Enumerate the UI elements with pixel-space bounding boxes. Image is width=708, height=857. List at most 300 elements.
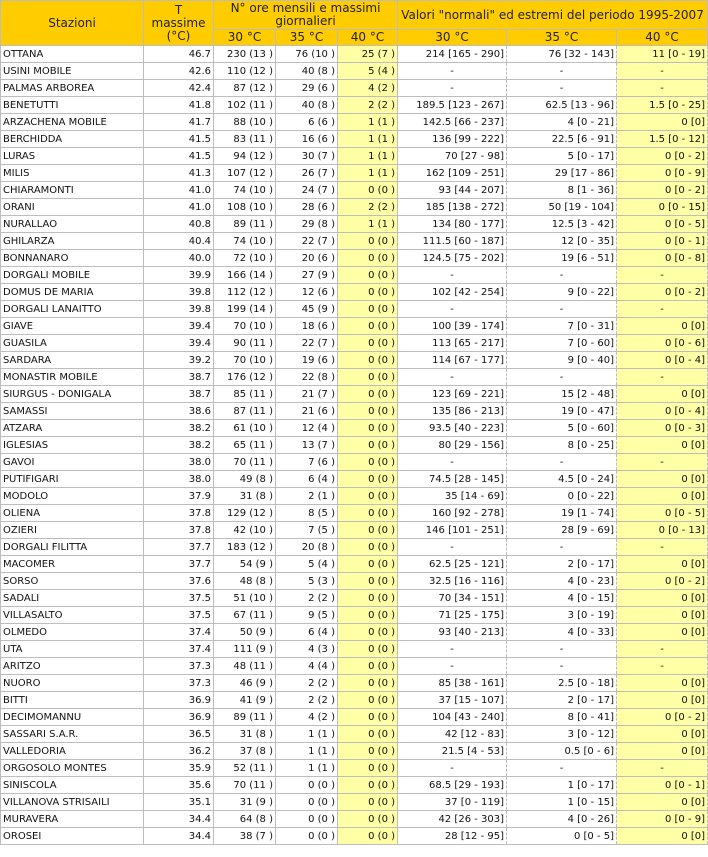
normale-35: 7 [0 - 60] (507, 335, 617, 352)
ore-40: 0 (0 ) (338, 777, 398, 794)
t-massime: 35.6 (144, 777, 214, 794)
ore-35: 20 (8 ) (276, 539, 338, 556)
normale-40: 0 [0 - 2] (617, 182, 708, 199)
ore-40: 0 (0 ) (338, 267, 398, 284)
ore-35: 5 (3 ) (276, 573, 338, 590)
ore-35: 12 (4 ) (276, 420, 338, 437)
table-row (1, 522, 708, 539)
table-row (1, 233, 708, 250)
normale-30: - (398, 63, 507, 80)
table-row (1, 471, 708, 488)
normale-30: 62.5 [25 - 121] (398, 556, 507, 573)
normale-35: 12.5 [3 - 42] (507, 216, 617, 233)
header-ore-30: 30 °C (214, 30, 276, 46)
normale-30: 189.5 [123 - 267] (398, 97, 507, 114)
station-name: MILIS (1, 165, 144, 182)
ore-40: 0 (0 ) (338, 403, 398, 420)
normale-40: 0 [0] (617, 556, 708, 573)
ore-40: 0 (0 ) (338, 726, 398, 743)
station-name: LURAS (1, 148, 144, 165)
normale-40: 0 [0 - 9] (617, 811, 708, 828)
normale-35: - (507, 80, 617, 97)
normale-35: 22.5 [6 - 91] (507, 131, 617, 148)
ore-30: 108 (10 ) (214, 199, 276, 216)
ore-30: 65 (11 ) (214, 437, 276, 454)
station-name: BONNANARO (1, 250, 144, 267)
ore-35: 76 (10 ) (276, 46, 338, 63)
ore-35: 4 (2 ) (276, 709, 338, 726)
table-row (1, 131, 708, 148)
ore-35: 40 (8 ) (276, 97, 338, 114)
t-massime: 38.2 (144, 437, 214, 454)
table-row (1, 675, 708, 692)
normale-35: - (507, 63, 617, 80)
station-name: MODOLO (1, 488, 144, 505)
ore-35: 28 (6 ) (276, 199, 338, 216)
ore-30: 49 (8 ) (214, 471, 276, 488)
t-massime: 38.0 (144, 471, 214, 488)
ore-30: 88 (10 ) (214, 114, 276, 131)
t-massime: 42.4 (144, 80, 214, 97)
normale-40: 0 [0] (617, 624, 708, 641)
table-row (1, 46, 708, 63)
ore-30: 176 (12 ) (214, 369, 276, 386)
table-row (1, 114, 708, 131)
normale-35: 4 [0 - 26] (507, 811, 617, 828)
ore-30: 41 (9 ) (214, 692, 276, 709)
normale-30: - (398, 658, 507, 675)
ore-30: 70 (11 ) (214, 454, 276, 471)
t-massime: 38.0 (144, 454, 214, 471)
ore-40: 0 (0 ) (338, 556, 398, 573)
normale-35: 2 [0 - 17] (507, 692, 617, 709)
station-name: ORGOSOLO MONTES (1, 760, 144, 777)
normale-40: 0 [0] (617, 114, 708, 131)
ore-40: 0 (0 ) (338, 522, 398, 539)
station-name: SARDARA (1, 352, 144, 369)
normale-40: 0 [0 - 5] (617, 216, 708, 233)
normale-35: - (507, 658, 617, 675)
t-massime: 41.8 (144, 97, 214, 114)
normale-35: 29 [17 - 86] (507, 165, 617, 182)
t-massime: 37.4 (144, 641, 214, 658)
normale-35: 19 [6 - 51] (507, 250, 617, 267)
normale-35: - (507, 641, 617, 658)
station-name: OLIENA (1, 505, 144, 522)
ore-40: 0 (0 ) (338, 369, 398, 386)
ore-40: 0 (0 ) (338, 607, 398, 624)
ore-40: 0 (0 ) (338, 488, 398, 505)
normale-30: 93 [44 - 207] (398, 182, 507, 199)
station-name: GHILARZA (1, 233, 144, 250)
station-name: MURAVERA (1, 811, 144, 828)
ore-30: 111 (9 ) (214, 641, 276, 658)
normale-40: - (617, 760, 708, 777)
t-massime: 37.5 (144, 607, 214, 624)
t-massime: 39.9 (144, 267, 214, 284)
normale-40: - (617, 641, 708, 658)
ore-35: 1 (1 ) (276, 743, 338, 760)
t-massime: 41.7 (144, 114, 214, 131)
ore-35: 22 (7 ) (276, 233, 338, 250)
normale-30: 160 [92 - 278] (398, 505, 507, 522)
normale-40: 0 [0 - 2] (617, 284, 708, 301)
table-row (1, 607, 708, 624)
ore-30: 183 (12 ) (214, 539, 276, 556)
header-normali-40: 40 °C (617, 30, 708, 46)
header-t-massime: T massime (°C) (144, 1, 214, 46)
ore-40: 0 (0 ) (338, 301, 398, 318)
ore-30: 74 (10 ) (214, 233, 276, 250)
ore-40: 0 (0 ) (338, 573, 398, 590)
normale-30: - (398, 301, 507, 318)
ore-40: 1 (1 ) (338, 216, 398, 233)
t-massime: 34.4 (144, 811, 214, 828)
table-row (1, 709, 708, 726)
normale-40: - (617, 369, 708, 386)
normale-30: 93.5 [40 - 223] (398, 420, 507, 437)
normale-35: 3 [0 - 19] (507, 607, 617, 624)
table-row (1, 63, 708, 80)
normale-35: - (507, 369, 617, 386)
table-row (1, 811, 708, 828)
normale-35: - (507, 539, 617, 556)
ore-30: 70 (11 ) (214, 777, 276, 794)
ore-30: 51 (10 ) (214, 590, 276, 607)
station-name: ARITZO (1, 658, 144, 675)
normale-40: 0 [0] (617, 607, 708, 624)
ore-35: 4 (4 ) (276, 658, 338, 675)
ore-30: 94 (12 ) (214, 148, 276, 165)
t-massime: 41.5 (144, 131, 214, 148)
header-normali-30: 30 °C (398, 30, 507, 46)
ore-30: 87 (11 ) (214, 403, 276, 420)
station-name: NUORO (1, 675, 144, 692)
normale-40: 0 [0 - 3] (617, 420, 708, 437)
ore-35: 0 (0 ) (276, 777, 338, 794)
ore-40: 0 (0 ) (338, 828, 398, 845)
ore-35: 6 (4 ) (276, 471, 338, 488)
table-row (1, 743, 708, 760)
ore-30: 64 (8 ) (214, 811, 276, 828)
station-name: DORGALI FILITTA (1, 539, 144, 556)
station-name: OROSEI (1, 828, 144, 845)
normale-35: 0 [0 - 22] (507, 488, 617, 505)
normale-30: 80 [29 - 156] (398, 437, 507, 454)
station-name: VALLEDORIA (1, 743, 144, 760)
normale-30: 28 [12 - 95] (398, 828, 507, 845)
t-massime: 37.5 (144, 590, 214, 607)
normale-40: 0 [0 - 4] (617, 403, 708, 420)
normale-30: 37 [15 - 107] (398, 692, 507, 709)
station-name: NURALLAO (1, 216, 144, 233)
ore-40: 0 (0 ) (338, 233, 398, 250)
ore-30: 48 (8 ) (214, 573, 276, 590)
station-name: GUASILA (1, 335, 144, 352)
ore-40: 0 (0 ) (338, 335, 398, 352)
ore-30: 61 (10 ) (214, 420, 276, 437)
normale-35: 4 [0 - 23] (507, 573, 617, 590)
table-row (1, 556, 708, 573)
normale-40: 0 [0 - 1] (617, 777, 708, 794)
ore-35: 45 (9 ) (276, 301, 338, 318)
normale-35: 15 [2 - 48] (507, 386, 617, 403)
ore-35: 12 (6 ) (276, 284, 338, 301)
normale-40: 0 [0 - 1] (617, 233, 708, 250)
ore-35: 1 (1 ) (276, 726, 338, 743)
normale-30: - (398, 760, 507, 777)
ore-35: 7 (5 ) (276, 522, 338, 539)
table-row (1, 284, 708, 301)
normale-40: - (617, 80, 708, 97)
normale-35: 7 [0 - 31] (507, 318, 617, 335)
ore-40: 0 (0 ) (338, 437, 398, 454)
ore-30: 85 (11 ) (214, 386, 276, 403)
ore-30: 166 (14 ) (214, 267, 276, 284)
t-massime: 38.2 (144, 420, 214, 437)
table-row (1, 80, 708, 97)
normale-40: 0 [0] (617, 726, 708, 743)
station-name: ATZARA (1, 420, 144, 437)
ore-35: 29 (6 ) (276, 80, 338, 97)
normale-30: 37 [0 - 119] (398, 794, 507, 811)
ore-40: 0 (0 ) (338, 590, 398, 607)
normale-30: 42 [12 - 83] (398, 726, 507, 743)
table-header (1, 1, 708, 46)
ore-35: 24 (7 ) (276, 182, 338, 199)
table-row (1, 692, 708, 709)
t-massime: 40.8 (144, 216, 214, 233)
normale-35: - (507, 301, 617, 318)
normale-30: 70 [34 - 151] (398, 590, 507, 607)
normale-30: 111.5 [60 - 187] (398, 233, 507, 250)
station-name: OLMEDO (1, 624, 144, 641)
header-ore-40: 40 °C (338, 30, 398, 46)
ore-35: 18 (6 ) (276, 318, 338, 335)
ore-35: 2 (2 ) (276, 692, 338, 709)
normale-30: 93 [40 - 213] (398, 624, 507, 641)
table-row (1, 352, 708, 369)
t-massime: 36.2 (144, 743, 214, 760)
normale-35: 28 [9 - 69] (507, 522, 617, 539)
table-row (1, 369, 708, 386)
ore-40: 0 (0 ) (338, 624, 398, 641)
table-row (1, 335, 708, 352)
t-massime: 39.2 (144, 352, 214, 369)
station-name: OZIERI (1, 522, 144, 539)
normale-35: 0 [0 - 5] (507, 828, 617, 845)
normale-40: 0 [0] (617, 318, 708, 335)
t-massime: 39.4 (144, 335, 214, 352)
t-massime: 36.5 (144, 726, 214, 743)
normale-40: 0 [0 - 2] (617, 573, 708, 590)
t-massime: 39.4 (144, 318, 214, 335)
normale-35: 5 [0 - 17] (507, 148, 617, 165)
ore-35: 2 (2 ) (276, 675, 338, 692)
normale-40: 1.5 [0 - 12] (617, 131, 708, 148)
normale-40: 0 [0 - 5] (617, 505, 708, 522)
normale-30: 100 [39 - 174] (398, 318, 507, 335)
ore-40: 0 (0 ) (338, 709, 398, 726)
normale-30: 134 [80 - 177] (398, 216, 507, 233)
ore-30: 199 (14 ) (214, 301, 276, 318)
ore-30: 54 (9 ) (214, 556, 276, 573)
station-name: MACOMER (1, 556, 144, 573)
normale-30: 42 [26 - 303] (398, 811, 507, 828)
ore-30: 107 (12 ) (214, 165, 276, 182)
ore-40: 0 (0 ) (338, 658, 398, 675)
t-massime: 38.6 (144, 403, 214, 420)
normale-30: 185 [138 - 272] (398, 199, 507, 216)
t-massime: 38.7 (144, 369, 214, 386)
ore-35: 2 (2 ) (276, 590, 338, 607)
ore-35: 6 (6 ) (276, 114, 338, 131)
ore-40: 0 (0 ) (338, 743, 398, 760)
ore-35: 20 (6 ) (276, 250, 338, 267)
station-name: CHIARAMONTI (1, 182, 144, 199)
ore-35: 5 (4 ) (276, 556, 338, 573)
normale-40: 0 [0 - 13] (617, 522, 708, 539)
table-row (1, 250, 708, 267)
ore-40: 0 (0 ) (338, 471, 398, 488)
t-massime: 37.7 (144, 539, 214, 556)
station-name: BENETUTTI (1, 97, 144, 114)
ore-40: 2 (2 ) (338, 199, 398, 216)
normale-35: 19 [0 - 47] (507, 403, 617, 420)
t-massime: 46.7 (144, 46, 214, 63)
ore-35: 7 (6 ) (276, 454, 338, 471)
ore-35: 6 (4 ) (276, 624, 338, 641)
t-massime: 37.6 (144, 573, 214, 590)
normale-35: 4.5 [0 - 24] (507, 471, 617, 488)
ore-35: 21 (7 ) (276, 386, 338, 403)
ore-35: 22 (8 ) (276, 369, 338, 386)
t-massime: 37.9 (144, 488, 214, 505)
ore-30: 129 (12 ) (214, 505, 276, 522)
station-name: IGLESIAS (1, 437, 144, 454)
t-massime: 37.3 (144, 658, 214, 675)
normale-40: 0 [0 - 2] (617, 148, 708, 165)
ore-35: 0 (0 ) (276, 828, 338, 845)
table-row (1, 216, 708, 233)
normale-30: 102 [42 - 254] (398, 284, 507, 301)
ore-30: 110 (12 ) (214, 63, 276, 80)
ore-30: 70 (10 ) (214, 352, 276, 369)
ore-35: 29 (8 ) (276, 216, 338, 233)
normale-30: 113 [65 - 217] (398, 335, 507, 352)
table-row (1, 726, 708, 743)
normale-40: 0 [0] (617, 471, 708, 488)
normale-40: 0 [0] (617, 386, 708, 403)
t-massime: 37.7 (144, 556, 214, 573)
t-massime: 37.8 (144, 522, 214, 539)
header-normali-group: Valori "normali" ed estremi del periodo 1995-2007 (398, 1, 708, 30)
ore-30: 31 (8 ) (214, 488, 276, 505)
table-row (1, 454, 708, 471)
ore-30: 83 (11 ) (214, 131, 276, 148)
normale-35: 4 [0 - 21] (507, 114, 617, 131)
station-name: SAMASSI (1, 403, 144, 420)
ore-40: 25 (7 ) (338, 46, 398, 63)
ore-35: 8 (5 ) (276, 505, 338, 522)
t-massime: 36.9 (144, 709, 214, 726)
normale-30: 35 [14 - 69] (398, 488, 507, 505)
t-massime: 41.0 (144, 182, 214, 199)
normale-40: - (617, 301, 708, 318)
normale-35: - (507, 454, 617, 471)
ore-40: 0 (0 ) (338, 420, 398, 437)
normale-30: - (398, 539, 507, 556)
ore-30: 89 (11 ) (214, 709, 276, 726)
ore-40: 0 (0 ) (338, 454, 398, 471)
t-massime: 34.4 (144, 828, 214, 845)
normale-30: 162 [109 - 251] (398, 165, 507, 182)
t-massime: 37.4 (144, 624, 214, 641)
table-row (1, 182, 708, 199)
normale-30: 68.5 [29 - 193] (398, 777, 507, 794)
ore-40: 0 (0 ) (338, 250, 398, 267)
normale-30: - (398, 454, 507, 471)
ore-40: 0 (0 ) (338, 284, 398, 301)
normale-40: 11 [0 - 19] (617, 46, 708, 63)
station-name: SORSO (1, 573, 144, 590)
normale-30: 104 [43 - 240] (398, 709, 507, 726)
normale-35: 1 [0 - 17] (507, 777, 617, 794)
ore-40: 0 (0 ) (338, 505, 398, 522)
normale-40: 0 [0] (617, 743, 708, 760)
ore-40: 0 (0 ) (338, 352, 398, 369)
normale-40: 0 [0] (617, 437, 708, 454)
station-name: ORANI (1, 199, 144, 216)
ore-35: 27 (9 ) (276, 267, 338, 284)
normale-40: 0 [0 - 2] (617, 709, 708, 726)
normale-30: - (398, 369, 507, 386)
header-stazioni: Stazioni (1, 1, 144, 46)
normale-40: 0 [0] (617, 675, 708, 692)
normale-35: 4 [0 - 33] (507, 624, 617, 641)
ore-40: 0 (0 ) (338, 760, 398, 777)
table-row (1, 794, 708, 811)
t-massime: 37.3 (144, 675, 214, 692)
table-row (1, 573, 708, 590)
normale-35: 76 [32 - 143] (507, 46, 617, 63)
table-row (1, 420, 708, 437)
station-name: BERCHIDDA (1, 131, 144, 148)
normale-30: 214 [165 - 290] (398, 46, 507, 63)
t-massime: 41.5 (144, 148, 214, 165)
t-massime: 35.9 (144, 760, 214, 777)
ore-30: 90 (11 ) (214, 335, 276, 352)
normale-35: - (507, 760, 617, 777)
ore-40: 0 (0 ) (338, 811, 398, 828)
normale-40: 0 [0] (617, 692, 708, 709)
ore-40: 1 (1 ) (338, 114, 398, 131)
t-massime: 40.0 (144, 250, 214, 267)
ore-35: 1 (1 ) (276, 760, 338, 777)
station-name: BITTI (1, 692, 144, 709)
ore-35: 22 (7 ) (276, 335, 338, 352)
normale-35: 1 [0 - 15] (507, 794, 617, 811)
normale-35: 50 [19 - 104] (507, 199, 617, 216)
table-row (1, 199, 708, 216)
ore-30: 46 (9 ) (214, 675, 276, 692)
station-name: SIURGUS - DONIGALA (1, 386, 144, 403)
normale-30: 124.5 [75 - 202] (398, 250, 507, 267)
ore-35: 4 (3 ) (276, 641, 338, 658)
normale-35: 2.5 [0 - 18] (507, 675, 617, 692)
header-ore-35: 35 °C (276, 30, 338, 46)
table-row (1, 386, 708, 403)
